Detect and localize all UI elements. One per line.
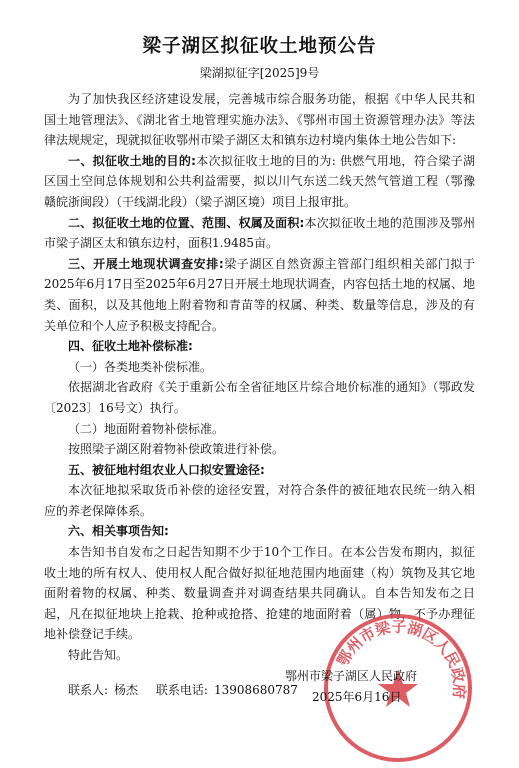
closing-text: 特此告知。 — [68, 648, 129, 663]
section-4-sub2: （二）地面附着物补偿标准。 — [68, 421, 225, 436]
contact-person-name: 杨杰 — [114, 682, 139, 697]
seal-text: 鄂州市梁子湖区人民政府 — [333, 617, 469, 700]
page-title: 梁子湖区拟征收土地预公告 — [142, 36, 377, 57]
section-4-heading: 四、征收土地补偿标准: — [68, 339, 193, 354]
section-2 — [44, 213, 475, 254]
section-1-text: 本次拟征收土地的目的为: 供燃气用地，符合梁子湖区国土空间总体规划和公共利益需要，拟以川气东送二线天然气管道工程（鄂豫赣皖浙闽段）（干线湖北段）（梁子湖区境）项目上报审批。 — [44, 153, 475, 209]
section-3-heading: 三、开展土地现状调查安排: — [68, 256, 224, 271]
section-2-heading: 二、拟征收土地的位置、范围、权属及面积: — [68, 215, 305, 230]
section-1-heading: 一、拟征收土地的目的: — [68, 153, 196, 168]
section-2-text: 本次拟征收土地的范围涉及鄂州市梁子湖区太和镇东边村，面积1.9485亩。 — [44, 215, 475, 251]
contact-phone: 13908680787 — [213, 682, 298, 697]
section-6-heading: 六、相关事项告知: — [68, 524, 169, 539]
section-1 — [44, 151, 475, 213]
intro-paragraph: 为了加快我区经济建设发展，完善城市综合服务功能，根据《中华人民共和国土地管理法》、《湖北省土地管理实施办法》、《鄂州市国土资源管理办法》等法律法规规定，现就拟征收鄂州市梁子湖区太和镇东边村境内集体土地公告如下: — [44, 92, 475, 148]
contact-person-label: 联系人: — [68, 682, 109, 697]
document-number: 梁湖拟征字[2025]9号 — [199, 66, 320, 80]
section-4-sub1: （一）各类地类补偿标准。 — [68, 359, 213, 374]
section-4-sub2-text: 按照梁子湖区附着物补偿政策进行补偿。 — [68, 442, 285, 457]
section-3 — [44, 254, 475, 336]
issuer-name: 鄂州市梁子湖区人民政府 — [285, 669, 418, 683]
section-4-sub1-text: 依据湖北省政府《关于重新公布全省征地区片综合地价标准的通知》（鄂政发〔2023〕16号文）执行。 — [44, 380, 475, 415]
section-6-text: 本告知书自发布之日起告知期不少于10个工作日。在本公告发布期内，拟征收土地的所有权人、使用权人配合做好拟征地范围内地面建（构）筑物及其它地面附着物的权属、种类、数量调查并对调查结果共同确认。自本告知发布之日起，凡在拟征地块上抢栽、抢种或抢搭、抢建的地面附着（属）物，不予办理征地补偿登记手续。 — [44, 545, 475, 642]
contact-phone-label: 联系电话: — [155, 682, 208, 697]
issue-date: 2025年6月16日 — [312, 690, 402, 704]
section-3-text: 梁子湖区自然资源主管部门组织相关部门拟于2025年6月17日至2025年6月27日开展土地现状调查，内容包括土地的权属、地类、面积，以及其他地上附着物和青苗等的权属、种类、数量等信息，涉及的有关单位和个人应予积极支持配合。 — [44, 256, 475, 333]
section-5-text: 本次征地拟采取货币补偿的途径安置，对符合条件的被征地农民统一纳入相应的养老保障体系。 — [44, 483, 475, 518]
section-5-heading: 五、被征地村组农业人口拟安置途径: — [68, 462, 265, 477]
